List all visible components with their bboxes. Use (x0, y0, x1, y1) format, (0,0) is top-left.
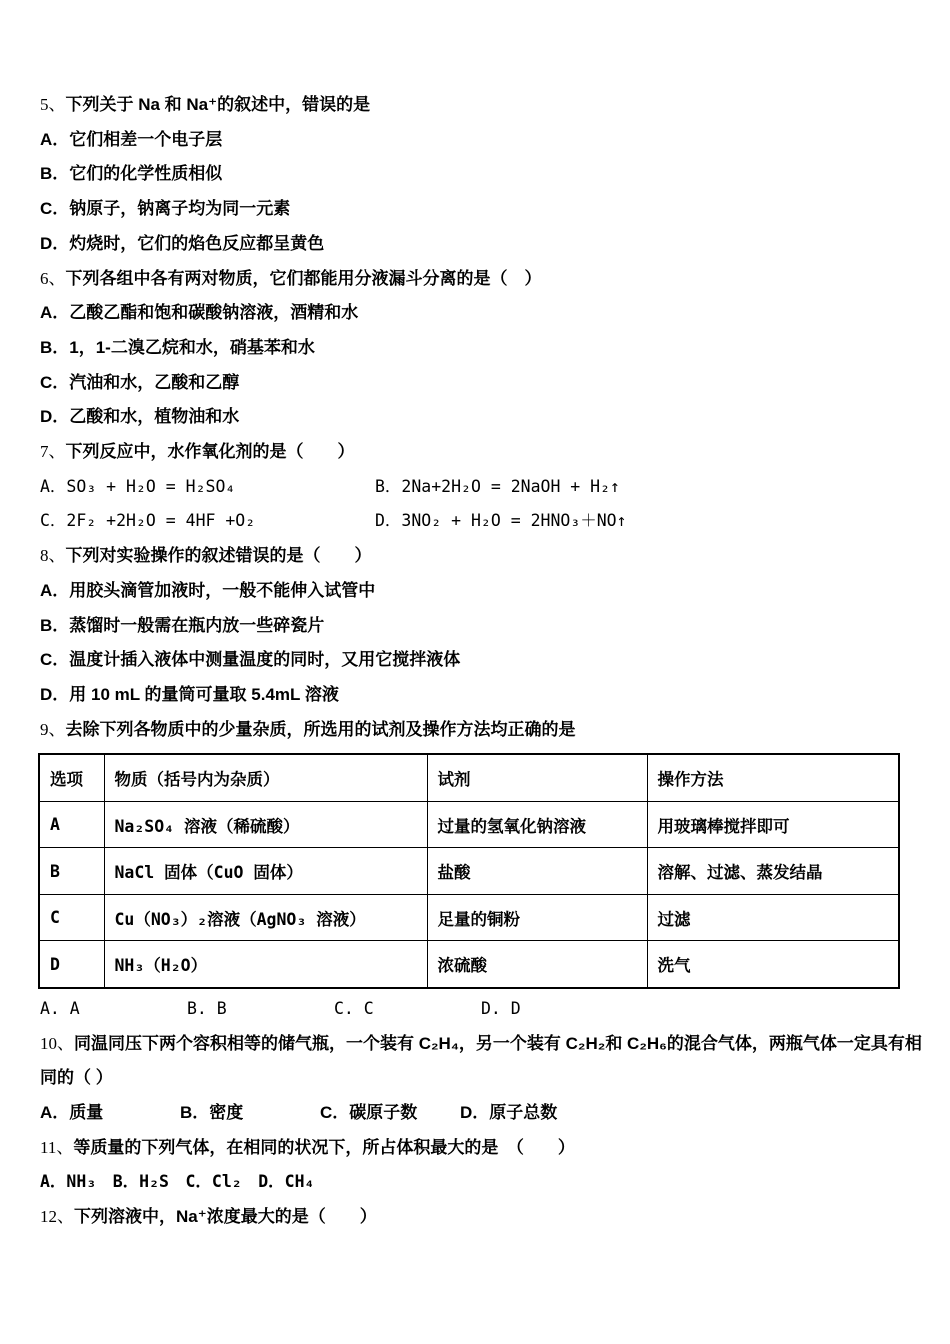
question-9-text: 去除下列各物质中的少量杂质，所选用的试剂及操作方法均正确的是 (65, 719, 576, 739)
question-7-equation-a: A．SO₃ + H₂O = H₂SO₄ (40, 476, 236, 496)
purification-table (38, 753, 900, 989)
question-11-title (40, 1131, 912, 1166)
table-cell: 盐酸 (427, 848, 647, 895)
table-cell: 溶解、过滤、蒸发结晶 (647, 848, 899, 895)
question-10-option-c: C．碳原子数 (320, 1102, 418, 1122)
table-cell: B (39, 848, 104, 895)
table-cell: A (39, 801, 104, 848)
table-cell: NH₃（H₂O） (104, 941, 427, 988)
table-cell: Na₂SO₄ 溶液（稀硫酸） (104, 801, 427, 848)
question-9-number: 9、 (40, 719, 66, 739)
question-8-option-b: B．蒸馏时一般需在瓶内放一些碎瓷片 (40, 615, 325, 635)
question-12-text: 下列溶液中，Na⁺浓度最大的是（ ） (74, 1207, 377, 1227)
question-11-text: 等质量的下列气体，在相同的状况下，所占体积最大的是 （ ） (73, 1137, 575, 1157)
question-8-option-d: D．用 10 mL 的量筒可量取 5.4mL 溶液 (40, 684, 339, 704)
question-5 (40, 88, 912, 262)
question-6-option-d: D．乙酸和水，植物油和水 (40, 407, 240, 427)
question-7 (40, 435, 912, 539)
question-12 (40, 1200, 912, 1235)
question-8-title (40, 539, 912, 574)
question-7-number: 7、 (40, 442, 66, 462)
question-8-option-c: C．温度计插入液体中测量温度的同时，又用它搅拌液体 (40, 650, 461, 670)
question-7-equation-b: B．2Na+2H₂O = 2NaOH + H₂↑ (375, 476, 620, 496)
table-cell: D (39, 941, 104, 988)
question-10-option-a: A．质量 (40, 1102, 104, 1122)
question-7-equations-row-1 (40, 470, 912, 505)
question-6-option-c: C．汽油和水，乙酸和乙醇 (40, 372, 240, 392)
question-8-text: 下列对实验操作的叙述错误的是（ ） (65, 546, 372, 566)
question-9-answer-row (40, 992, 912, 1027)
question-8-number: 8、 (40, 546, 66, 566)
question-10-option-b: B．密度 (180, 1102, 244, 1122)
question-5-number: 5、 (40, 95, 66, 114)
table-cell: 足量的铜粉 (427, 894, 647, 941)
question-10-option-d: D．原子总数 (460, 1102, 558, 1122)
table-header-cell: 试剂 (427, 754, 647, 801)
question-7-equation-d: D．3NO₂ + H₂O = 2HNO₃＋NO↑ (375, 511, 627, 531)
question-10-options-row (40, 1096, 912, 1131)
table-cell: 洗气 (647, 941, 899, 988)
question-6 (40, 262, 912, 436)
question-10 (40, 1027, 922, 1131)
question-12-number: 12、 (40, 1207, 74, 1227)
question-7-text: 下列反应中，水作氧化剂的是（ ） (65, 442, 355, 462)
question-5-option-b: B．它们的化学性质相似 (40, 164, 223, 184)
question-6-option-b: B．1，1-二溴乙烷和水，硝基苯和水 (40, 337, 315, 357)
question-11-number: 11、 (40, 1137, 74, 1157)
question-6-text: 下列各组中各有两对物质，它们都能用分液漏斗分离的是（ ） (65, 268, 542, 288)
question-11 (40, 1131, 912, 1200)
question-7-title (40, 435, 912, 470)
question-7-equations-row-2 (40, 504, 912, 539)
question-6-title (40, 262, 912, 297)
question-9-answer-c: C. C (334, 998, 374, 1018)
question-7-equation-c: C．2F₂ +2H₂O = 4HF +O₂ (40, 511, 256, 531)
table-header-row (39, 754, 899, 801)
question-8-option-a: A．用胶头滴管加液时，一般不能伸入试管中 (40, 580, 376, 600)
question-11-options: A．NH₃ B．H₂S C．Cl₂ D．CH₄ (40, 1172, 315, 1192)
table-row (39, 941, 899, 988)
question-10-title-line-2: 同的（ ） (40, 1068, 113, 1088)
table-row (39, 848, 899, 895)
table-cell: 过滤 (647, 894, 899, 941)
question-5-option-d: D．灼烧时，它们的焰色反应都呈黄色 (40, 233, 325, 253)
table-cell: 过量的氢氧化钠溶液 (427, 801, 647, 848)
table-header-cell: 选项 (39, 754, 104, 801)
question-8 (40, 539, 912, 713)
question-12-title (40, 1200, 912, 1235)
question-5-title (40, 88, 912, 123)
question-11-options-row (40, 1165, 912, 1200)
question-6-option-a: A．乙酸乙酯和饱和碳酸钠溶液，酒精和水 (40, 303, 359, 323)
table-row (39, 894, 899, 941)
table-header-cell: 操作方法 (647, 754, 899, 801)
question-10-text: 同温同压下两个容积相等的储气瓶，一个装有 C₂H₄，另一个装有 C₂H₂和 C₂H₆的混合气体，两瓶气体一定具有相 (74, 1033, 922, 1053)
question-9-answer-a: A. A (40, 998, 80, 1018)
question-9-answer-d: D. D (481, 998, 521, 1018)
question-9 (40, 713, 912, 1027)
question-9-title (40, 713, 912, 748)
question-5-option-a: A．它们相差一个电子层 (40, 129, 223, 149)
table-cell: 浓硫酸 (427, 941, 647, 988)
question-5-text: 下列关于 Na 和 Na⁺的叙述中，错误的是 (65, 95, 371, 114)
question-6-number: 6、 (40, 268, 66, 288)
table-cell: 用玻璃棒搅拌即可 (647, 801, 899, 848)
question-10-number: 10、 (40, 1033, 74, 1053)
table-cell: NaCl 固体（CuO 固体） (104, 848, 427, 895)
question-10-title-line-1 (40, 1027, 922, 1062)
question-9-answer-b: B. B (187, 998, 227, 1018)
table-row (39, 801, 899, 848)
table-cell: Cu（NO₃）₂溶液（AgNO₃ 溶液） (104, 894, 427, 941)
table-header-cell: 物质（括号内为杂质） (104, 754, 427, 801)
question-5-option-c: C．钠原子，钠离子均为同一元素 (40, 199, 291, 219)
table-cell: C (39, 894, 104, 941)
